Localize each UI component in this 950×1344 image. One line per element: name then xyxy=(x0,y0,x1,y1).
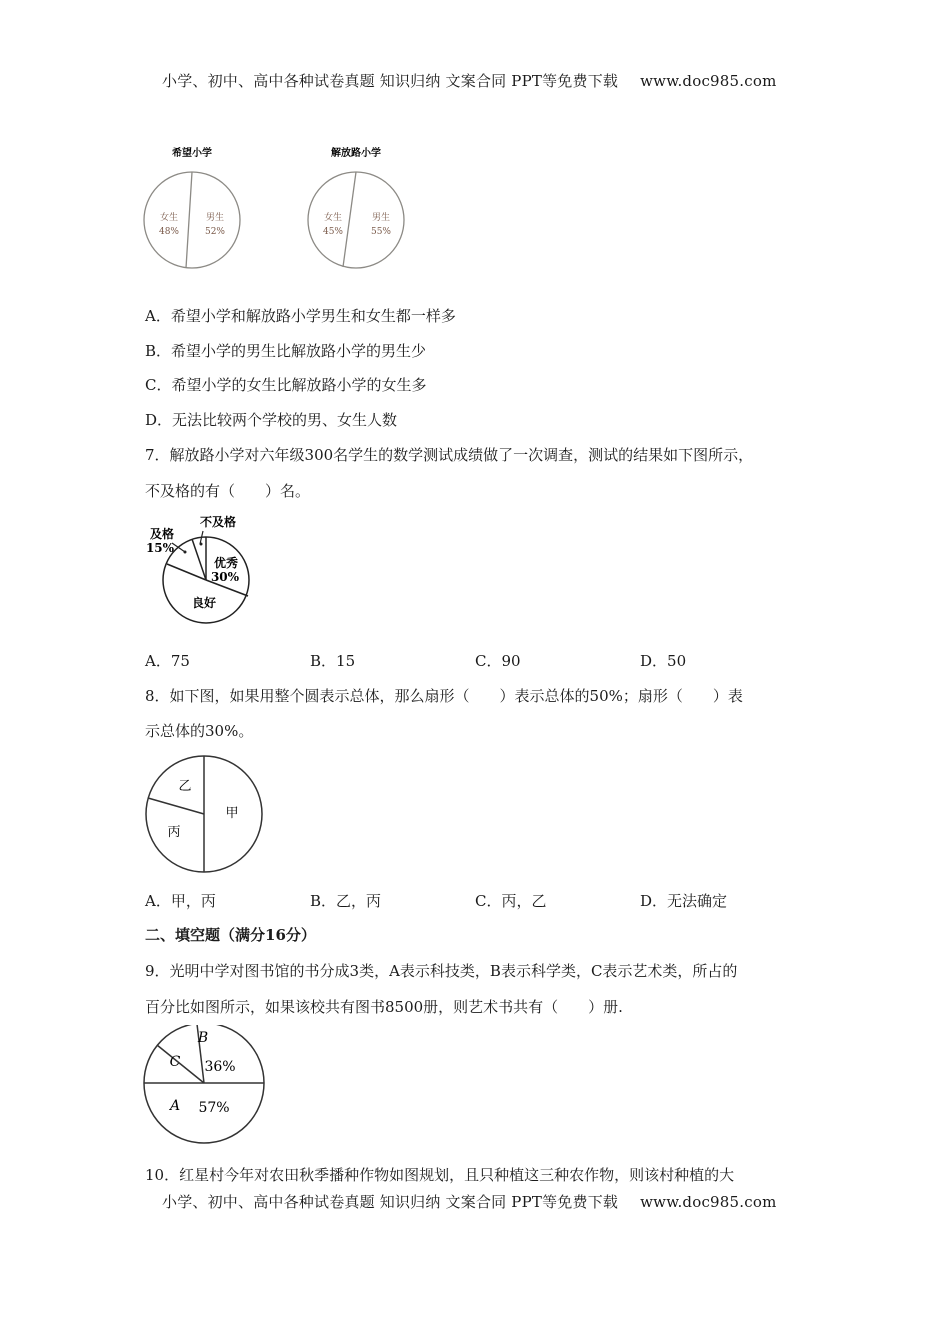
page-footer xyxy=(162,1191,777,1212)
q7-option-b: B．15 xyxy=(310,652,356,670)
header-site: www.doc985.com xyxy=(640,72,777,90)
q9-chart xyxy=(140,1025,270,1150)
q7-chart xyxy=(140,510,260,630)
chart1-girl-pct: 48% xyxy=(158,227,180,237)
q8-jia-label: 甲 xyxy=(225,806,239,821)
q8-chart xyxy=(140,750,270,880)
q9-text-line2: 百分比如图所示，如果该校共有图书8500册，则艺术书共有（ ）册. xyxy=(145,998,623,1016)
chart1-pie xyxy=(144,172,240,268)
footer-text: 小学、初中、高中各种试卷真题 知识归纳 文案合同 PPT等免费下载 xyxy=(162,1193,619,1211)
q6-charts xyxy=(140,140,440,280)
chart2-girl-pct: 45% xyxy=(322,227,344,237)
q6-option-a: A．希望小学和解放路小学男生和女生都一样多 xyxy=(145,307,456,325)
q8-text-line2: 示总体的30%。 xyxy=(145,722,254,740)
q7-option-d: D．50 xyxy=(640,652,687,670)
q7-pass-label: 及格 xyxy=(149,527,175,541)
q7-excellent-label: 优秀 xyxy=(213,556,239,570)
q8-bing-label: 丙 xyxy=(167,825,181,840)
q9-c-label: C xyxy=(169,1054,181,1070)
q8-option-a: A．甲，丙 xyxy=(145,892,216,910)
q8-option-c: C．丙，乙 xyxy=(475,892,547,910)
q9-a-pct: 57% xyxy=(198,1100,230,1116)
chart1-title: 希望小学 xyxy=(172,148,212,159)
chart2-boy-pct: 55% xyxy=(370,227,392,237)
q9-text-line1: 9．光明中学对图书馆的书分成3类，A表示科技类，B表示科学类，C表示艺术类，所占的 xyxy=(145,962,738,980)
footer-site: www.doc985.com xyxy=(640,1193,777,1211)
page-header xyxy=(162,70,777,91)
q6-option-d: D．无法比较两个学校的男、女生人数 xyxy=(145,411,398,429)
q7-fail-pointer-dot xyxy=(200,543,203,546)
chart2-boy-label: 男生 xyxy=(371,213,391,223)
q6-option-c: C．希望小学的女生比解放路小学的女生多 xyxy=(145,376,427,394)
q7-option-c: C．90 xyxy=(475,652,521,670)
chart1-boy-pct: 52% xyxy=(204,227,226,237)
q9-b-label: B xyxy=(197,1030,209,1046)
q7-text-line1: 7．解放路小学对六年级300名学生的数学测试成绩做了一次调查，测试的结果如下图所示， xyxy=(145,446,754,464)
chart2-pie xyxy=(308,172,404,268)
q6-option-b: B．希望小学的男生比解放路小学的男生少 xyxy=(145,342,427,360)
q8-text-line1: 8．如下图，如果用整个圆表示总体，那么扇形（ ）表示总体的50%；扇形（ ）表 xyxy=(145,687,743,705)
q8-option-b: B．乙，丙 xyxy=(310,892,382,910)
q7-excellent-pct: 30% xyxy=(210,570,240,584)
chart1-girl-label: 女生 xyxy=(159,213,179,223)
section2-title: 二、填空题（满分16分） xyxy=(145,926,316,944)
q8-yi-label: 乙 xyxy=(178,779,192,794)
q10-text-line1: 10．红星村今年对农田秋季播种作物如图规划，且只种植这三种农作物，则该村种植的大 xyxy=(145,1166,735,1184)
q7-good-label: 良好 xyxy=(191,596,217,610)
q7-pass-pct: 15% xyxy=(145,541,175,555)
chart1-circle xyxy=(144,172,240,268)
chart1-boy-label: 男生 xyxy=(205,213,225,223)
chart2-title: 解放路小学 xyxy=(331,148,381,159)
q7-option-a: A．75 xyxy=(145,652,190,670)
chart2-girl-label: 女生 xyxy=(323,213,343,223)
q9-b-pct: 36% xyxy=(204,1059,236,1075)
q8-option-d: D．无法确定 xyxy=(640,892,728,910)
q7-text-line2: 不及格的有（ ）名。 xyxy=(145,482,311,500)
header-text: 小学、初中、高中各种试卷真题 知识归纳 文案合同 PPT等免费下载 xyxy=(162,72,619,90)
q7-pass-pointer-dot xyxy=(184,551,187,554)
q9-a-label: A xyxy=(169,1098,181,1114)
q7-fail-label: 不及格 xyxy=(199,515,237,529)
